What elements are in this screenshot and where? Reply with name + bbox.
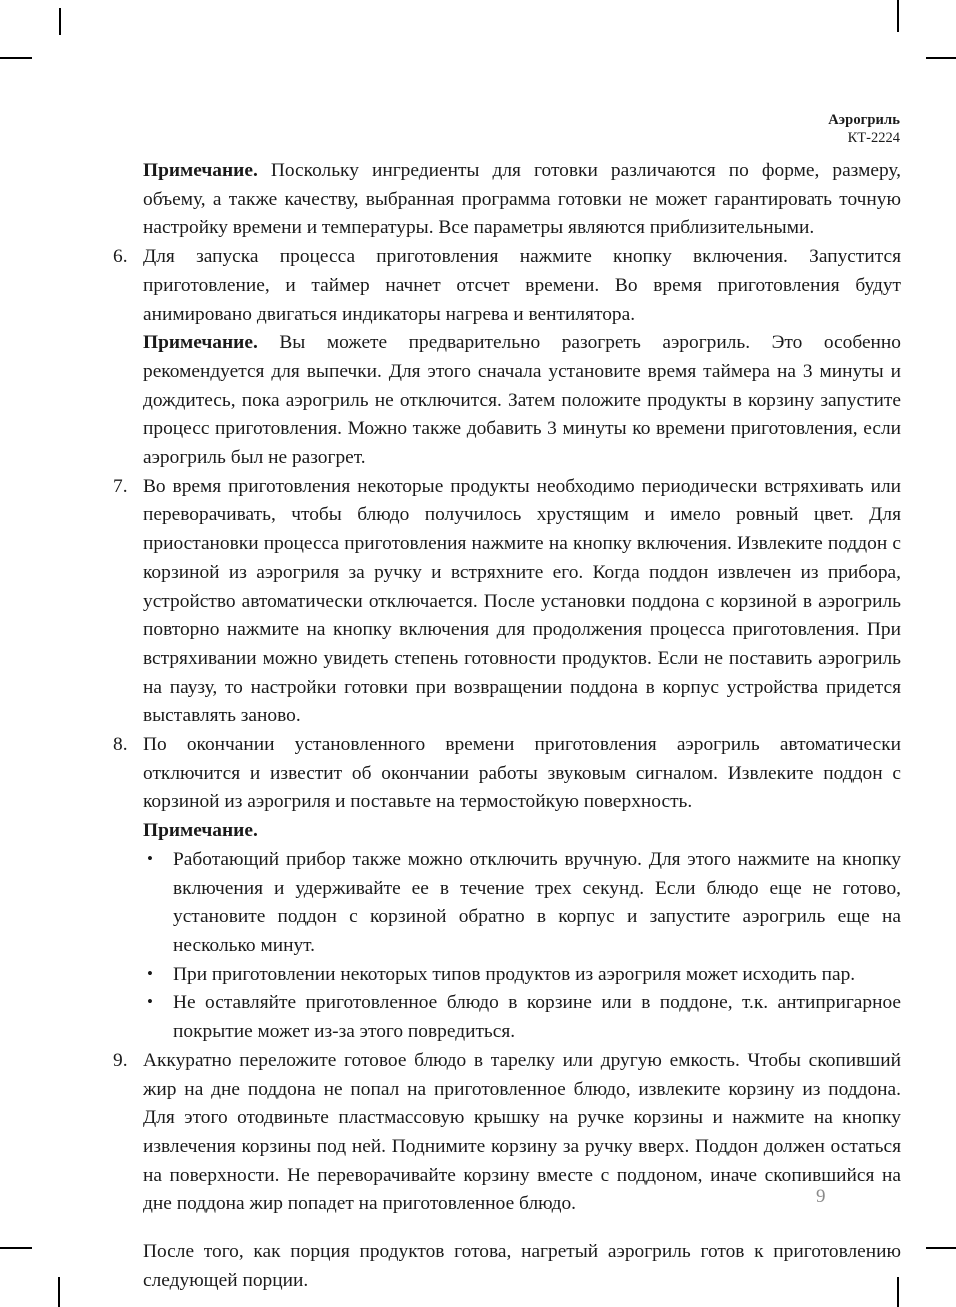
crop-mark-top-right-horizontal [926,57,956,59]
crop-mark-bottom-left-vertical [58,1277,60,1307]
list-item-bullet [141,961,901,990]
list-item-7-number: 7. [113,475,128,497]
note-label-2: Примечание. [143,332,258,354]
page-number: 9 [816,1186,826,1207]
list-item-6-number: 6. [113,246,128,268]
crop-mark-bottom-right-horizontal [926,1247,956,1249]
note-text-1: Поскольку ингредиенты для готовки различаются по форме, размеру, объему, а также качеству, выбранная программа готовки не может гарантировать точную настройку времени и температуры. Все параметры являются приблизительными. [143,160,901,239]
note-text-2: Вы можете предварительно разогреть аэрогриль. Это особенно рекомендуется для выпечки. Для этого сначала установите время таймера на 3 минуты и дождитесь, пока аэрогриль не отключится. Затем положите продукты в корзину запустите процесс приготовления. Можно также добавить 3 минуты ко времени приготовления, если аэрогриль был не разогрет. [143,332,901,469]
list-item-8-number: 8. [113,734,128,756]
bullet-icon: • [147,848,153,868]
crop-mark-top-right-vertical [897,0,899,32]
bullet-text: Работающий прибор также можно отключить вручную. Для этого нажмите на кнопку включения и удерживайте ее в течение трех секунд. Если блюдо еще не готово, установите поддон с корзиной обратно в корпус и запустите аэрогриль еще на несколько минут. [173,848,901,956]
running-head-model-name: Аэрогриль [828,112,900,128]
page-body [113,157,901,1307]
note-bullet-list [113,846,901,1047]
list-item-7-text: Во время приготовления некоторые продукты необходимо периодически встряхивать или переворачивать, чтобы блюдо получилось хрустящим и имело ровный цвет. Для приостановки процесса приготовления нажмите на кнопку включения. Извлеките поддон с корзиной из аэрогриля за ручку и встряхните его. Когда поддон извлечен из прибора, устройство автоматически отключается. После установки поддона с корзиной в аэрогриль повторно нажмите на кнопку включения для продолжения процесса приготовления. При встряхивании можно увидеть степень готовности продуктов. Если не поставить аэрогриль на паузу, то настройки готовки при возвращении поддона в корпус устройства придется выставлять заново. [143,475,901,727]
running-head [828,112,900,148]
list-item-6-text: Для запуска процесса приготовления нажмите кнопку включения. Запустится приготовление, и таймер начнет отсчет времени. Во время приготовления будут анимировано двигаться индикаторы нагрева и вентилятора. [143,246,901,325]
note-label-3: Примечание. [143,820,258,842]
list-item-9-text: Аккуратно переложите готовое блюдо в тарелку или другую емкость. Чтобы скопивший жир на дне поддона не попал на приготовленное блюдо, извлеките корзину из поддона. Для этого отодвиньте пластмассовую крышку на ручке корзины и нажмите на кнопку извлечения корзины под ней. Поднимите корзину за ручку вверх. Поддон должен остаться на поверхности. Не переворачивайте корзину вместе с поддоном, иначе скопившийся на дне поддона жир попадет на приготовленное блюдо. [143,1049,901,1215]
bullet-icon: • [147,992,153,1012]
note-paragraph-2 [143,329,901,473]
list-item-bullet [141,989,901,1046]
closing-paragraph: После того, как порция продуктов готова, нагретый аэрогриль готов к приготовлению следующей порции. [143,1241,901,1292]
crop-mark-bottom-left-horizontal [0,1247,32,1249]
note-paragraph-1 [113,157,901,243]
bullet-icon: • [147,963,153,983]
running-head-model-code: КТ-2224 [847,129,900,146]
crop-mark-top-left-vertical [59,8,61,35]
list-item-6 [113,243,901,473]
list-item-9 [113,1047,901,1219]
note-label-1: Примечание. [143,160,258,181]
list-item-7 [113,473,901,731]
list-item-9-number: 9. [113,1049,128,1071]
crop-mark-top-left-horizontal [0,57,32,59]
list-item-8 [113,731,901,846]
list-item-bullet [141,846,901,961]
list-item-8-text: По окончании установленного времени приготовления аэрогриль автоматически отключится и известит об окончании работы звуковым сигналом. Извлеките поддон с корзиной из аэрогриля и поставьте на термостойкую поверхность. [143,734,901,813]
bullet-text: Не оставляйте приготовленное блюдо в корзине или в поддоне, т.к. антипригарное покрытие может из-за этого повредиться. [173,992,901,1043]
bullet-text: При приготовлении некоторых типов продуктов из аэрогриля может исходить пар. [173,963,856,985]
